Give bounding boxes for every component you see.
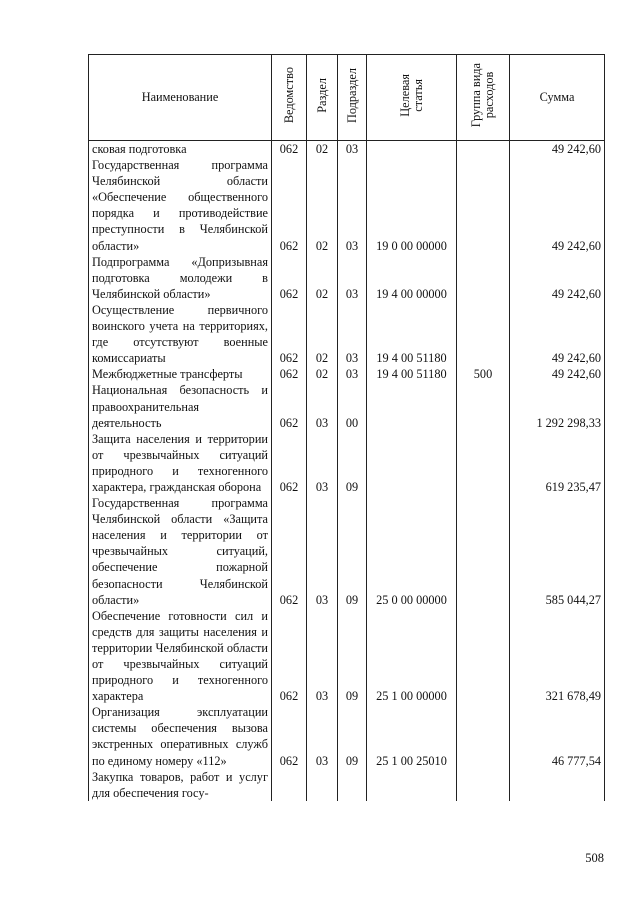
cell-name: Межбюджетные трансферты [89,366,272,382]
cell-expense-group [457,495,510,608]
cell-target-item: 19 4 00 00000 [367,254,457,302]
cell-name: Обеспечение готовности сил и средств для защиты населения и территории Челябинской области от чрезвычайных ситуаций природного и техногенного характера [89,608,272,705]
cell-expense-group [457,141,510,158]
table-row [89,769,605,801]
cell-target-item: 25 1 00 25010 [367,704,457,768]
cell-subsection: 03 [338,157,367,254]
cell-target-item: 19 4 00 51180 [367,366,457,382]
cell-section: 02 [307,254,338,302]
cell-amount: 49 242,60 [510,157,605,254]
cell-department: 062 [272,302,307,366]
cell-expense-group [457,157,510,254]
cell-department: 062 [272,495,307,608]
cell-target-item [367,382,457,430]
cell-section: 02 [307,157,338,254]
cell-target-item [367,431,457,495]
cell-expense-group [457,254,510,302]
cell-amount: 321 678,49 [510,608,605,705]
cell-name: Осуществление первичного воинского учета на территориях, где отсутствуют военные комиссариаты [89,302,272,366]
cell-target-item [367,769,457,801]
cell-department: 062 [272,608,307,705]
header-amount: Сумма [510,55,605,141]
table-row [89,366,605,382]
header-department-label: Ведомство [281,67,296,124]
table-row [89,157,605,254]
cell-subsection: 03 [338,141,367,158]
table-row [89,608,605,705]
cell-name: Государственная программа Челябинской области «Защита населения и территории от чрезвычайных ситуаций, обеспечение пожарной безопасности Челябинской области» [89,495,272,608]
cell-department: 062 [272,254,307,302]
cell-name: Государственная программа Челябинской области «Обеспечение общественного порядка и противодействие преступности в Челябинской области» [89,157,272,254]
cell-subsection: 09 [338,431,367,495]
cell-subsection: 09 [338,495,367,608]
page-number: 508 [585,851,604,865]
table-row [89,495,605,608]
table-row [89,382,605,430]
cell-subsection [338,769,367,801]
cell-target-item: 19 0 00 00000 [367,157,457,254]
cell-expense-group [457,382,510,430]
cell-target-item: 25 1 00 00000 [367,608,457,705]
cell-amount: 619 235,47 [510,431,605,495]
cell-amount [510,769,605,801]
header-subsection-label: Подраздел [344,67,359,123]
header-target-item-label: Целевая статья [397,74,425,117]
table-row [89,302,605,366]
cell-subsection: 09 [338,704,367,768]
header-section-label: Раздел [314,78,329,113]
table-header-row [89,55,605,141]
cell-section: 03 [307,431,338,495]
cell-department: 062 [272,431,307,495]
cell-amount: 49 242,60 [510,254,605,302]
header-name: Наименование [89,55,272,141]
cell-section: 02 [307,141,338,158]
cell-department: 062 [272,382,307,430]
table-row [89,254,605,302]
cell-expense-group [457,302,510,366]
cell-amount: 49 242,60 [510,302,605,366]
cell-target-item [367,141,457,158]
cell-section: 03 [307,608,338,705]
cell-expense-group: 500 [457,366,510,382]
table-row [89,431,605,495]
table-row [89,141,605,158]
cell-target-item: 25 0 00 00000 [367,495,457,608]
cell-expense-group [457,431,510,495]
header-subsection [338,55,367,141]
cell-department [272,769,307,801]
cell-name: Организация эксплуатации системы обеспечения вызова экстренных оперативных служб по единому номеру «112» [89,704,272,768]
budget-table [88,54,605,801]
cell-name: Защита населения и территории от чрезвычайных ситуаций природного и техногенного характера, гражданская оборона [89,431,272,495]
cell-expense-group [457,704,510,768]
cell-section [307,769,338,801]
cell-expense-group [457,769,510,801]
cell-amount: 585 044,27 [510,495,605,608]
cell-name: сковая подготовка [89,141,272,158]
cell-department: 062 [272,366,307,382]
header-expense-group-label: Группа вида расходов [469,63,496,128]
cell-name: Подпрограмма «Допризывная подготовка молодежи в Челябинской области» [89,254,272,302]
header-target-item [367,55,457,141]
cell-amount: 1 292 298,33 [510,382,605,430]
cell-amount: 49 242,60 [510,141,605,158]
cell-section: 02 [307,302,338,366]
cell-department: 062 [272,157,307,254]
cell-section: 02 [307,366,338,382]
cell-name: Национальная безопасность и правоохранительная деятельность [89,382,272,430]
cell-subsection: 03 [338,254,367,302]
cell-department: 062 [272,704,307,768]
cell-subsection: 00 [338,382,367,430]
cell-amount: 49 242,60 [510,366,605,382]
cell-section: 03 [307,704,338,768]
cell-subsection: 03 [338,302,367,366]
cell-department: 062 [272,141,307,158]
cell-section: 03 [307,382,338,430]
cell-expense-group [457,608,510,705]
header-section [307,55,338,141]
cell-name: Закупка товаров, работ и услуг для обеспечения госу- [89,769,272,801]
cell-section: 03 [307,495,338,608]
cell-target-item: 19 4 00 51180 [367,302,457,366]
cell-subsection: 09 [338,608,367,705]
header-expense-group [457,55,510,141]
cell-amount: 46 777,54 [510,704,605,768]
cell-subsection: 03 [338,366,367,382]
header-department [272,55,307,141]
table-row [89,704,605,768]
